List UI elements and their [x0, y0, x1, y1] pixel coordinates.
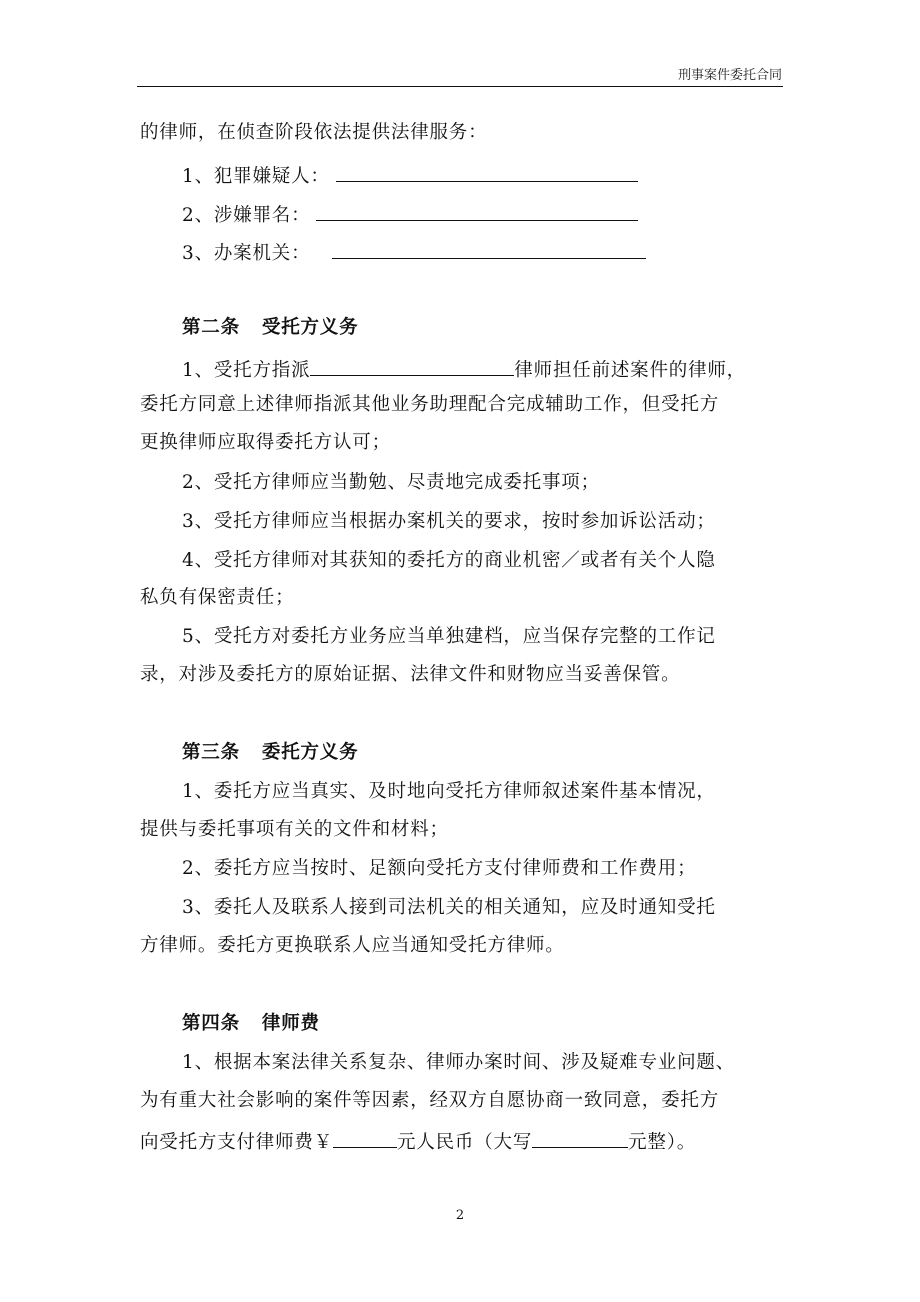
field-suspect — [182, 161, 638, 190]
article4-heading-num: 第四条 — [182, 1013, 240, 1034]
article2-p1-line3: 更换律师应取得委托方认可； — [140, 432, 391, 453]
field-agency-label: 3、办案机关： — [182, 243, 311, 264]
field-agency — [182, 238, 646, 267]
article4-heading-title: 律师费 — [261, 1013, 320, 1034]
article3-p3-line2: 方律师。委托方更换联系人应当通知受托方律师。 — [140, 935, 565, 956]
field-suspect-label: 1、犯罪嫌疑人： — [182, 166, 330, 187]
article2-p1-b: 律师担任前述案件的律师， — [514, 360, 746, 381]
article4-p1-line1: 1、根据本案法律关系复杂、律师办案时间、涉及疑难专业问题、 — [182, 1052, 735, 1073]
article4-p1-line3 — [140, 1127, 696, 1156]
article2-p1-line1 — [182, 355, 746, 384]
article2-p1-a: 1、受托方指派 — [182, 360, 311, 381]
article3-p1-line1: 1、委托方应当真实、及时地向受托方律师叙述案件基本情况， — [182, 781, 716, 802]
lawyer-name-blank — [310, 355, 514, 376]
article3-heading-num: 第三条 — [182, 742, 240, 763]
fee-label: 向受托方支付律师费￥ — [140, 1132, 334, 1153]
article2-p1-line2: 委托方同意上述律师指派其他业务助理配合完成辅助工作，但受托方 — [140, 394, 720, 415]
article3-heading-title: 委托方义务 — [261, 742, 359, 763]
field-suspect-blank — [336, 161, 638, 182]
header-rule — [137, 86, 783, 87]
article3-heading — [182, 740, 358, 766]
fee-uppercase-blank — [532, 1127, 628, 1148]
fee-amount-blank — [333, 1127, 397, 1148]
field-charge-label: 2、涉嫌罪名： — [182, 205, 311, 226]
fee-end-label: 元整）。 — [628, 1132, 697, 1153]
intro-line: 的律师，在侦查阶段依法提供法律服务： — [140, 122, 488, 143]
page-number: 2 — [455, 1208, 465, 1223]
field-charge — [182, 200, 638, 229]
article2-heading-num: 第二条 — [182, 317, 240, 338]
article2-heading — [182, 315, 358, 341]
article4-p1-line2: 为有重大社会影响的案件等因素，经双方自愿协商一致同意，委托方 — [140, 1090, 720, 1111]
article2-p5-line1: 5、受托方对委托方业务应当单独建档，应当保存完整的工作记 — [182, 626, 716, 647]
fee-currency-label: 元人民币（大写 — [397, 1132, 533, 1153]
article2-p5-line2: 录，对涉及委托方的原始证据、法律文件和财物应当妥善保管。 — [140, 664, 681, 685]
field-agency-blank — [332, 238, 646, 259]
article2-p3: 3、受托方律师应当根据办案机关的要求，按时参加诉讼活动； — [182, 511, 716, 532]
article2-p2: 2、受托方律师应当勤勉、尽责地完成委托事项； — [182, 472, 600, 493]
article3-p1-line2: 提供与委托事项有关的文件和材料； — [140, 819, 449, 840]
article3-p2: 2、委托方应当按时、足额向受托方支付律师费和工作费用； — [182, 858, 697, 879]
article2-heading-title: 受托方义务 — [261, 317, 359, 338]
article2-p4-line2: 私负有保密责任； — [140, 587, 295, 608]
running-header: 刑事案件委托合同 — [677, 68, 782, 83]
article3-p3-line1: 3、委托人及联系人接到司法机关的相关通知，应及时通知受托 — [182, 897, 716, 918]
article2-p4-line1: 4、受托方律师对其获知的委托方的商业机密／或者有关个人隐 — [182, 550, 716, 571]
article4-heading — [182, 1011, 320, 1037]
field-charge-blank — [316, 200, 638, 221]
